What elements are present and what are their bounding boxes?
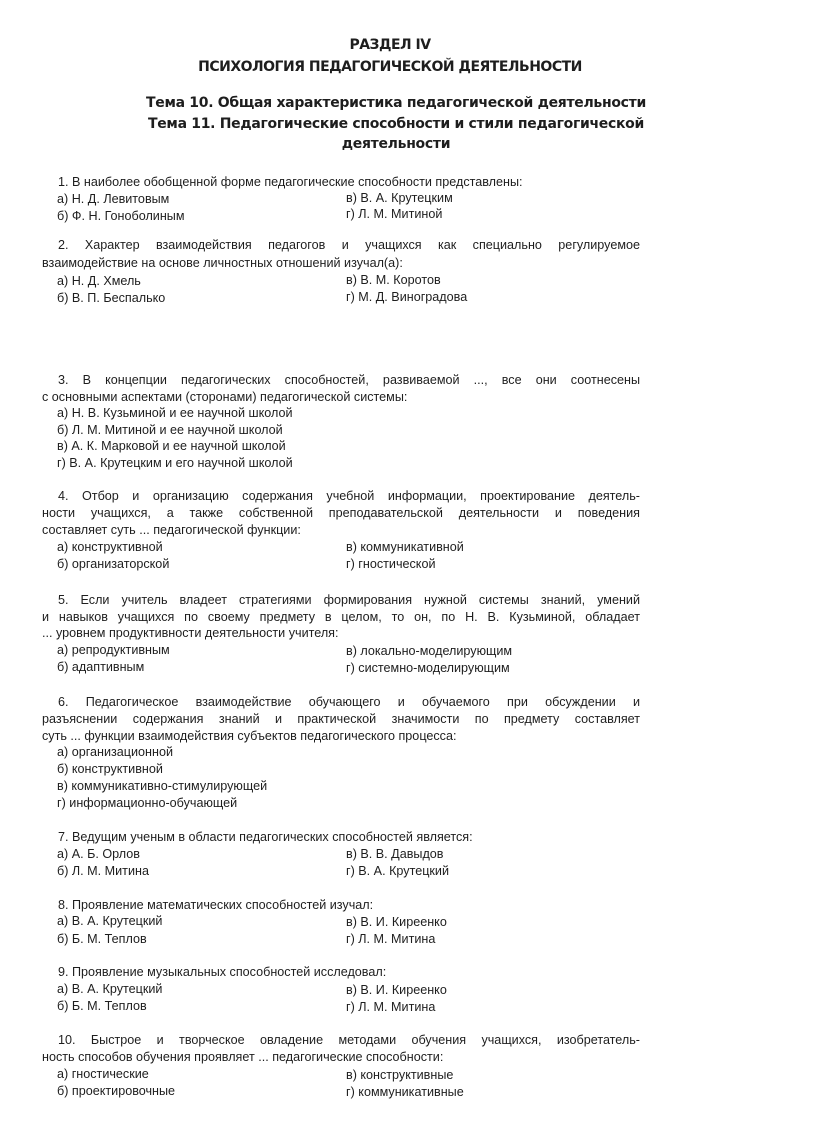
option: г) М. Д. Виноградова bbox=[346, 290, 468, 304]
option: г) коммуникативные bbox=[346, 1085, 464, 1099]
question-text: ность способов обучения проявляет ... педагогические способности: bbox=[42, 1050, 444, 1064]
option: б) проектировочные bbox=[57, 1084, 176, 1098]
question-text: 7. Ведущим ученым в области педагогических способностей является: bbox=[58, 830, 473, 844]
question-text: разъяснении содержания знаний и практической значимости по предмету составляет bbox=[42, 712, 640, 726]
question-text: суть ... функции взаимодействия субъектов педагогического процесса: bbox=[42, 729, 457, 743]
option: б) организаторской bbox=[57, 557, 170, 571]
option: г) Л. М. Митина bbox=[346, 1000, 436, 1014]
option: а) В. А. Крутецкий bbox=[57, 914, 163, 928]
option: в) А. К. Марковой и ее научной школой bbox=[57, 439, 286, 453]
section-label: РАЗДЕЛ IV bbox=[349, 37, 431, 53]
option: а) Н. В. Кузьминой и ее научной школой bbox=[57, 406, 293, 420]
option: в) коммуникативной bbox=[346, 540, 464, 554]
option: г) Л. М. Митина bbox=[346, 932, 436, 946]
question-text: и навыков учащихся по своему предмету в целом, то он, по Н. В. Кузьминой, обладает bbox=[42, 610, 640, 624]
option: б) Л. М. Митиной и ее научной школой bbox=[57, 423, 283, 437]
question-text: 4. Отбор и организацию содержания учебной информации, проектирование деятель- bbox=[58, 489, 640, 503]
option: г) системно-моделирующим bbox=[346, 661, 510, 675]
option: б) конструктивной bbox=[57, 762, 163, 776]
option: г) Л. М. Митиной bbox=[346, 207, 443, 221]
option: в) В. В. Давыдов bbox=[346, 847, 444, 861]
option: б) Б. М. Теплов bbox=[57, 932, 147, 946]
option: в) локально-моделирующим bbox=[346, 644, 513, 658]
option: г) В. А. Крутецким и его научной школой bbox=[57, 456, 293, 470]
question-text: 2. Характер взаимодействия педагогов и учащихся как специально регулируемое bbox=[58, 238, 640, 252]
question-text: 3. В концепции педагогических способностей, развиваемой ..., все они соотнесены bbox=[58, 373, 640, 387]
option: а) Н. Д. Хмель bbox=[57, 274, 141, 288]
option: в) В. И. Киреенко bbox=[346, 915, 447, 929]
topic-title: Тема 10. Общая характеристика педагогической деятельности bbox=[146, 95, 646, 111]
option: в) В. М. Коротов bbox=[346, 273, 441, 287]
question-text: составляет суть ... педагогической функции: bbox=[42, 523, 301, 537]
question-text: 6. Педагогическое взаимодействие обучающего и обучаемого при обсуждении и bbox=[58, 695, 640, 709]
option: б) Л. М. Митина bbox=[57, 864, 149, 878]
question-text: взаимодействие на основе личностных отношений изучал(а): bbox=[42, 256, 403, 270]
question-text: 8. Проявление математических способностей изучал: bbox=[58, 898, 374, 912]
section-title: ПСИХОЛОГИЯ ПЕДАГОГИЧЕСКОЙ ДЕЯТЕЛЬНОСТИ bbox=[198, 59, 582, 75]
option: а) А. Б. Орлов bbox=[57, 847, 140, 861]
option: в) В. И. Киреенко bbox=[346, 983, 447, 997]
question-text: 1. В наиболее обобщенной форме педагогические способности представлены: bbox=[58, 175, 523, 189]
option: б) Б. М. Теплов bbox=[57, 999, 147, 1013]
option: а) гностические bbox=[57, 1067, 149, 1081]
option: а) организационной bbox=[57, 745, 173, 759]
option: б) В. П. Беспалько bbox=[57, 291, 166, 305]
option: в) коммуникативно-стимулирующей bbox=[57, 779, 268, 793]
option: а) В. А. Крутецкий bbox=[57, 982, 163, 996]
option: в) В. А. Крутецким bbox=[346, 191, 453, 205]
option: б) адаптивным bbox=[57, 660, 145, 674]
option: г) информационно-обучающей bbox=[57, 796, 238, 810]
option: а) репродуктивным bbox=[57, 643, 170, 657]
question-text: 9. Проявление музыкальных способностей исследовал: bbox=[58, 965, 387, 979]
question-text: 10. Быстрое и творческое овладение методами обучения учащихся, изобретатель- bbox=[58, 1033, 640, 1047]
option: а) Н. Д. Левитовым bbox=[57, 192, 170, 206]
question-text: 5. Если учитель владеет стратегиями формирования нужной системы знаний, умений bbox=[58, 593, 640, 607]
option: г) В. А. Крутецкий bbox=[346, 864, 450, 878]
option: г) гностической bbox=[346, 557, 436, 571]
question-text: ности учащихся, а также собственной преподавательской деятельности и поведения bbox=[42, 506, 640, 520]
topic-title: Тема 11. Педагогические способности и стили педагогической bbox=[147, 116, 645, 132]
question-text: ... уровнем продуктивности деятельности учителя: bbox=[42, 626, 339, 640]
option: б) Ф. Н. Гоноболиным bbox=[57, 209, 185, 223]
option: а) конструктивной bbox=[57, 540, 163, 554]
option: в) конструктивные bbox=[346, 1068, 454, 1082]
topic-title-cont: деятельности bbox=[341, 136, 451, 152]
question-text: с основными аспектами (сторонами) педагогической системы: bbox=[42, 390, 408, 404]
